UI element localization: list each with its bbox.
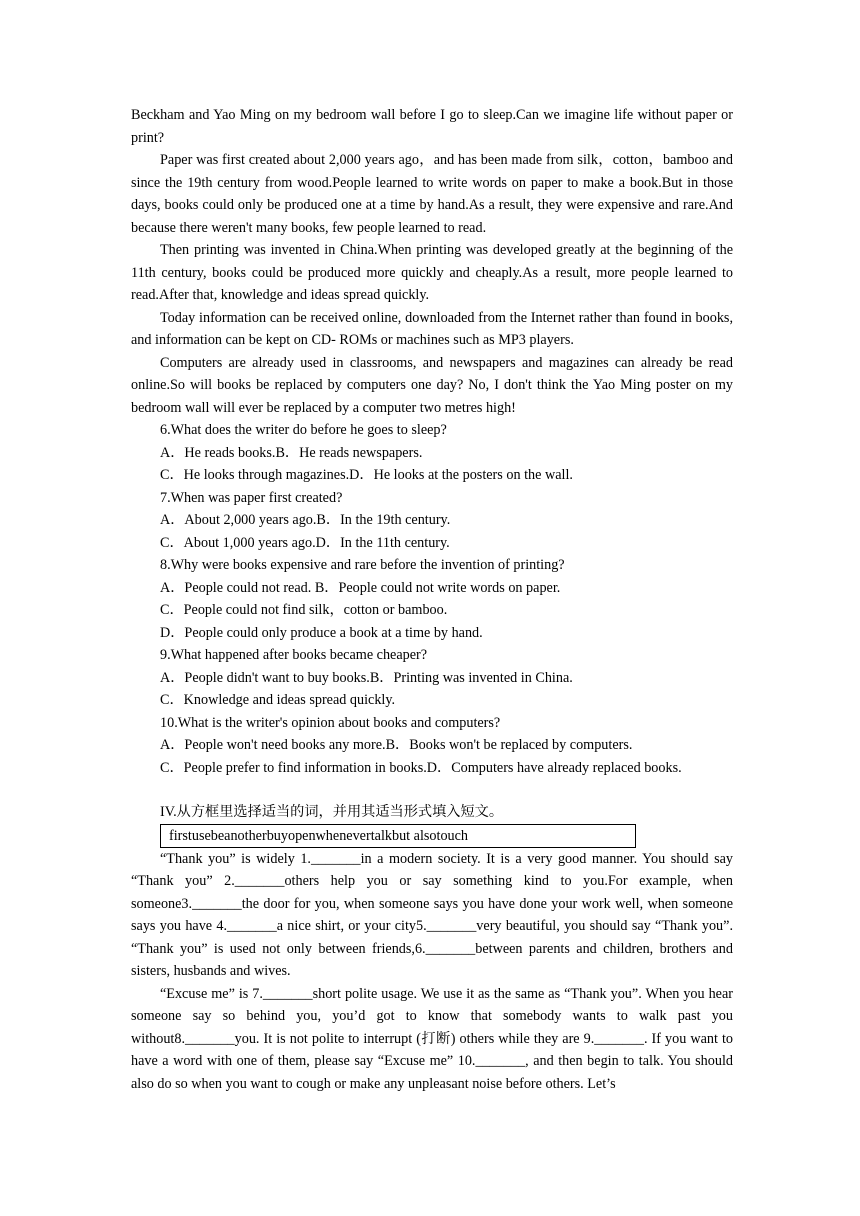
question-stem: 8.Why were books expensive and rare before the invention of printing? [160,557,565,573]
word-box: firstusebeanotherbuyopenwhenevertalkbut alsotouch [160,824,636,848]
question-option: C．He looks through magazines.D．He looks at the posters on the wall. [160,467,573,483]
question-stem: 6.What does the writer do before he goes to sleep? [160,422,447,438]
question-stem: 7.When was paper first created? [160,489,343,506]
question-option: D．People could only produce a book at a time by hand. [160,624,483,641]
question-10 [131,712,733,780]
question-9 [131,644,733,712]
section-spacer [131,779,733,801]
cloze-paragraph-2: “Excuse me” is 7._______short polite usage. We use it as the same as “Thank you”. When you hear someone say so behind you, you’d got to know that somebody wants to walk past you without8._______you. It is not polite to interrupt (打断) others while they are 9._______. If you want to have a word with one of them, please say “Excuse me” 10._______, and then begin to talk. You should also do so when you want to cough or make any unpleasant noise before others. Let’s [131,985,733,1092]
passage-paragraph-5: Computers are already used in classrooms, and newspapers and magazines can already be read online.So will books be replaced by computers one day? No, I don't think the Yao Ming poster on my bedroom wall will ever be replaced by a computer two metres high! [131,354,733,416]
question-option: C．About 1,000 years ago.D．In the 11th century. [160,534,450,551]
question-option: A．People could not read. B．People could not write words on paper. [160,579,561,596]
question-option: C．Knowledge and ideas spread quickly. [160,692,396,708]
question-option: A．He reads books.B．He reads newspapers. [160,444,423,461]
cloze-paragraph-1: “Thank you” is widely 1._______in a modern society. It is a very good manner. You should say “Thank you” 2._______others help you or say something kind to you.For example, when someone3._______the door for you, when someone says you have done your work well, when someone says you have 4._______a nice shirt, or your city5._______very beautiful, you should say “Thank you”. “Thank you” is used not only between friends,6._______between parents and children, brothers and sisters, husbands and wives. [131,850,733,979]
question-option: A．About 2,000 years ago.B．In the 19th century. [160,512,451,528]
passage-paragraph-4: Today information can be received online, downloaded from the Internet rather than found in books, and information can be kept on CD- ROMs or machines such as MP3 players. [131,309,733,348]
passage-paragraph-3: Then printing was invented in China.When printing was developed greatly at the beginning of the 11th century, books could be produced more quickly and cheaply.As a result, more people learned to read.After that, knowledge and ideas spread quickly. [131,242,733,303]
passage-paragraph-1: Beckham and Yao Ming on my bedroom wall before I go to sleep.Can we imagine life without paper or print? [131,107,733,146]
passage-paragraph-2: Paper was first created about 2,000 years ago，and has been made from silk，cotton，bamboo and since the 19th century from wood.People learned to write words on paper to make a book.But in those days, books could only be produced one at a time by hand.As a result, they were expensive and rare.And because there weren't many books, few people learned to read. [131,152,733,236]
question-option: C．People prefer to find information in books.D．Computers have already replaced books. [160,759,682,776]
question-option: C．People could not find silk，cotton or bamboo. [160,602,448,618]
section-4-heading: IV.从方框里选择适当的词，并用其适当形式填入短文。 [160,804,504,820]
question-stem: 9.What happened after books became cheaper? [160,647,428,663]
question-option: A．People won't need books any more.B．Books won't be replaced by computers. [160,737,633,753]
question-option: A．People didn't want to buy books.B．Printing was invented in China. [160,669,573,686]
question-stem: 10.What is the writer's opinion about books and computers? [160,714,501,731]
question-8 [131,554,733,644]
question-6 [131,419,733,487]
question-7 [131,487,733,555]
document-content [131,104,733,1095]
